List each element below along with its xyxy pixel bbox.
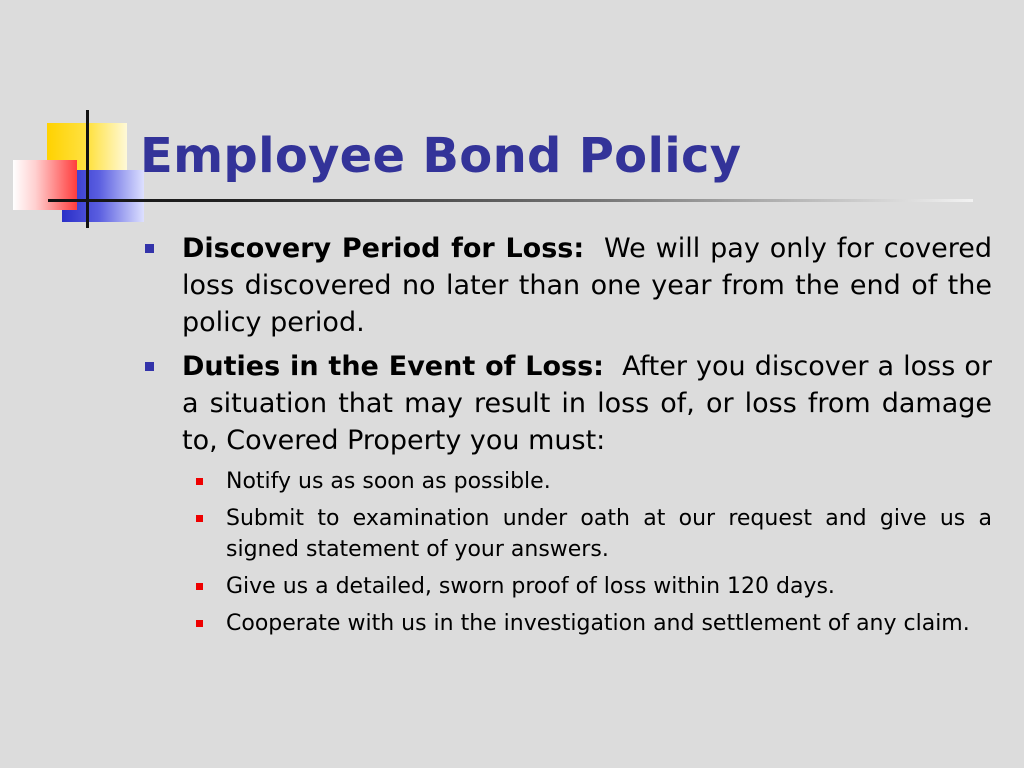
square-bullet-icon	[145, 244, 154, 253]
sub-bullet-text: Submit to examination under oath at our request and give us a signed statement of your answers.	[226, 506, 992, 562]
sub-bullet-item	[185, 571, 992, 602]
red-square	[13, 160, 77, 210]
slide-title: Employee Bond Policy	[140, 128, 742, 184]
square-bullet-icon	[196, 620, 203, 627]
square-bullet-icon	[196, 515, 203, 522]
bullet-lead: Duties in the Event of Loss:	[182, 351, 604, 382]
sub-bullet-item	[185, 466, 992, 497]
sub-bullet-item	[185, 503, 992, 565]
bullet-text: We will pay only for covered loss discovered no later than one year from the end of the policy period.	[182, 233, 992, 338]
bullet-list	[140, 230, 992, 645]
sub-bullet-text: Give us a detailed, sworn proof of loss within 120 days.	[226, 574, 835, 599]
sub-bullet-text: Cooperate with us in the investigation and settlement of any claim.	[226, 611, 970, 636]
decorative-squares-logo	[0, 0, 160, 240]
square-bullet-icon	[145, 362, 154, 371]
bullet-lead: Discovery Period for Loss:	[182, 233, 585, 264]
sub-bullet-text: Notify us as soon as possible.	[226, 469, 551, 494]
bullet-text: After you discover a loss or a situation that may result in loss of, or loss from damage to, Covered Property you must:	[182, 351, 992, 456]
vertical-rule	[86, 110, 89, 228]
bullet-discovery-period	[140, 230, 992, 341]
square-bullet-icon	[196, 478, 203, 485]
sub-bullet-item	[185, 608, 992, 639]
bullet-duties-on-loss	[140, 348, 992, 459]
title-underline-rule	[48, 199, 973, 202]
square-bullet-icon	[196, 583, 203, 590]
